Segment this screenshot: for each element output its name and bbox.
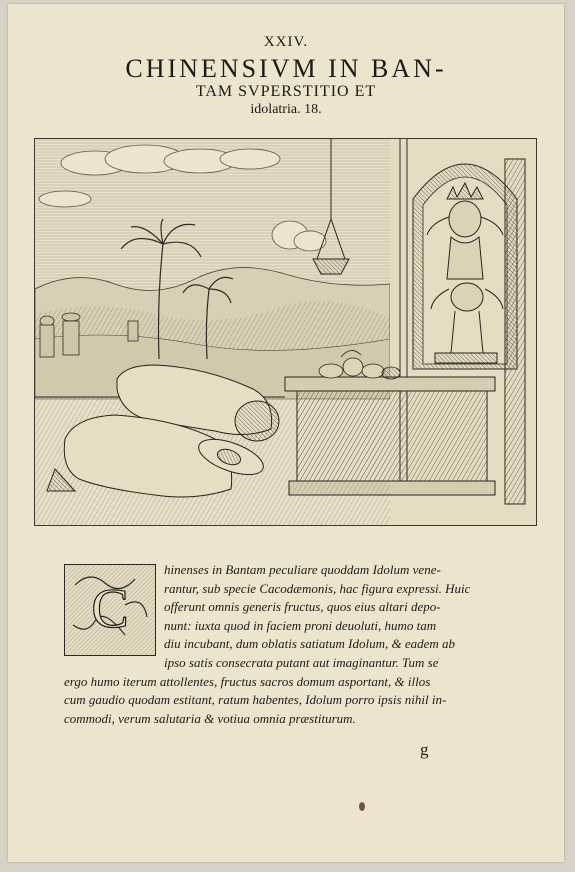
page-subtitle-line2: idolatria. 18. xyxy=(250,102,322,117)
catchword: g xyxy=(420,740,429,759)
engraving-illustration xyxy=(35,139,536,525)
text-line-8: cum gaudio quodam estitant, ratum habentes, Idolum porro ipsis nihil in- xyxy=(64,692,447,708)
text-line-5: diu incubant, dum oblatis satiatum Idolum, & eadem ab xyxy=(164,636,456,652)
text-line-4: nunt: iuxta quod in faciem proni deuoluti, humo tam xyxy=(164,617,437,633)
text-line-2: rantur, sub specie Cacodæmonis, hac figura expressi. Huic xyxy=(164,580,471,596)
page-subtitle: TAM SVPERSTITIO ET xyxy=(195,83,377,100)
initial-letter: C xyxy=(91,578,129,640)
text-line-9: commodi, verum salutaria & votiua omnia præstiturum. xyxy=(64,710,356,726)
text-line-7: ergo humo iterum attollentes, fructus sacros domum asportant, & illos xyxy=(64,673,431,689)
book-page xyxy=(8,4,564,862)
ink-stain xyxy=(359,802,365,811)
engraving-plate xyxy=(34,138,537,526)
text-line-1: hinenses in Bantam peculiare quoddam Idolum vene- xyxy=(164,562,441,577)
body-text xyxy=(64,561,504,728)
text-line-3: offerunt omnis generis fructus, quos eius altari depo- xyxy=(164,599,441,615)
text-line-6: ipso satis consecrata putant aut imaginantur. Tum se xyxy=(164,654,439,670)
plate-number: XXIV. xyxy=(263,34,309,50)
page-title: CHINENSIVM IN BAN- xyxy=(125,54,447,83)
